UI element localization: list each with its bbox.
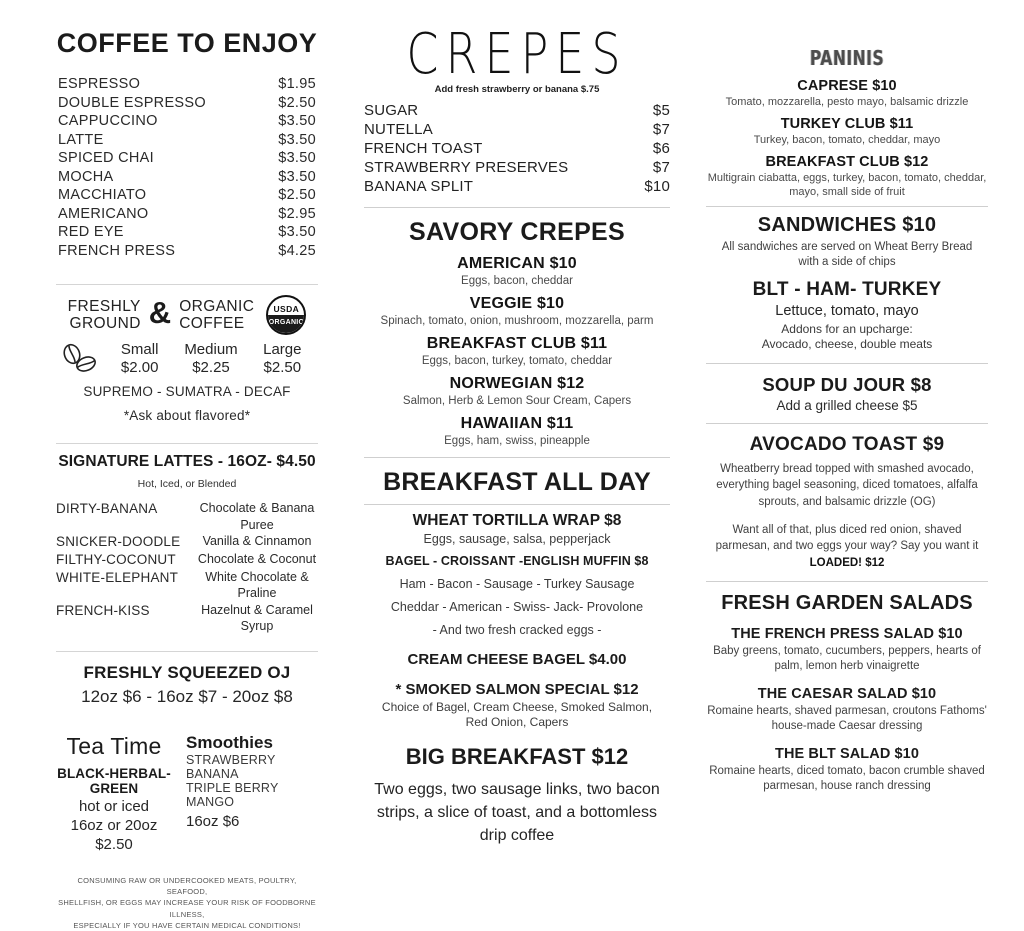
divider: [364, 207, 670, 208]
menu-item: [706, 746, 988, 795]
menu-row: [58, 94, 316, 113]
item-name: NORWEGIAN $12: [449, 374, 585, 392]
item-name: CAPPUCCINO: [58, 113, 158, 130]
menu-item: [706, 686, 988, 735]
item-price: $2.50: [278, 187, 316, 204]
usda-seal-bottom-text: ORGANIC: [268, 315, 304, 333]
size-option: [175, 341, 246, 376]
item-desc: Turkey, bacon, tomato, cheddar, mayo: [753, 134, 941, 147]
item-price: $10: [644, 178, 670, 196]
item-name: MOCHA: [58, 168, 114, 185]
item-desc: White Chocolate & Praline: [205, 569, 309, 601]
item-desc: Romaine hearts, shaved parmesan, croutons Fathoms' house-made Caesar dressing: [707, 704, 987, 733]
menu-row: [56, 569, 318, 602]
tea-time-block: [56, 733, 172, 853]
menu-row: [58, 75, 316, 94]
item-name: CAPRESE $10: [797, 78, 897, 94]
sweet-crepes-list: [364, 101, 670, 197]
soup-title: SOUP DU JOUR $8: [762, 373, 932, 395]
item-price: $5: [652, 101, 670, 119]
breakfast-all-day-title: BREAKFAST ALL DAY: [383, 467, 651, 496]
item-name: ESPRESSO: [58, 76, 141, 92]
sandwich-fixings: Lettuce, tomato, mayo: [775, 302, 919, 319]
item-name: HAWAIIAN $11: [460, 414, 574, 432]
menu-row: [364, 101, 670, 120]
menu-item: [706, 116, 988, 147]
item-desc: Chocolate & Banana Puree: [199, 501, 315, 532]
item-name: DIRTY-BANANA: [56, 501, 158, 517]
ampersand: &: [148, 294, 172, 330]
item-price: $4.25: [278, 242, 316, 259]
size-price: $2.00: [120, 359, 159, 377]
coffee-section-title: COFFEE TO ENJOY: [56, 28, 318, 58]
smoothie-flavor: TRIPLE BERRY: [186, 780, 279, 795]
item-name: TURKEY CLUB $11: [780, 116, 914, 133]
item-name: * SMOKED SALMON SPECIAL $12: [395, 680, 639, 698]
menu-row: [56, 500, 318, 533]
smoked-salmon-special-item: [364, 681, 670, 731]
item-desc: Multigrain ciabatta, eggs, turkey, bacon, tomato, cheddar, mayo, small side of fruit: [707, 172, 987, 199]
item-price: $7: [652, 120, 670, 138]
item-name: THE FRENCH PRESS SALAD $10: [731, 625, 963, 642]
menu-row: [58, 131, 316, 150]
health-disclaimer: [56, 875, 318, 931]
item-price: $2.50: [278, 94, 316, 111]
ground-coffee-section: [56, 284, 318, 425]
menu-row: [364, 139, 670, 158]
column-drinks: [0, 28, 352, 930]
item-name: MACCHIATO: [58, 187, 147, 204]
item-desc-line: Choice of Bagel, Cream Cheese, Smoked Salmon,: [381, 699, 653, 714]
item-name: DOUBLE ESPRESSO: [58, 94, 206, 111]
salads-title: FRESH GARDEN SALADS: [721, 591, 973, 614]
bagel-meat-options: Ham - Bacon - Sausage - Turkey Sausage: [399, 576, 635, 591]
smoothie-flavor: BANANA: [186, 766, 239, 781]
signature-lattes-section: [56, 443, 318, 635]
item-name: WHEAT TORTILLA WRAP $8: [412, 511, 622, 529]
item-price: $7: [652, 159, 670, 177]
item-name: AMERICANO: [58, 205, 149, 222]
sandwiches-subtitle-line: with a side of chips: [798, 256, 896, 269]
item-price: $3.50: [278, 131, 316, 148]
tea-time-title: Tea Time: [66, 732, 162, 759]
sandwich-addons: [706, 322, 988, 353]
signature-lattes-list: [56, 500, 318, 635]
item-name: BREAKFAST CLUB $12: [765, 154, 929, 171]
smoothie-flavor: MANGO: [186, 794, 235, 809]
item-name: BANANA SPLIT: [364, 178, 474, 196]
crepes-subtitle: Add fresh strawberry or banana $.75: [434, 83, 600, 95]
divider: [706, 363, 988, 364]
tea-price: $2.50: [95, 835, 133, 853]
menu-row: [58, 223, 316, 242]
ground-coffee-sizes: [56, 341, 318, 376]
divider: [364, 504, 670, 505]
menu-row: [364, 120, 670, 139]
item-desc: Eggs, sausage, salsa, pepperjack: [423, 531, 611, 546]
menu-row: [58, 112, 316, 131]
item-desc: Spinach, tomato, onion, mushroom, mozzarella, parm: [380, 314, 654, 327]
tea-kinds: BLACK-HERBAL-GREEN: [57, 765, 171, 796]
menu-item: [706, 154, 988, 199]
freshly-ground-label: FRESHLY GROUND: [67, 298, 141, 333]
oj-title: FRESHLY SQUEEZED OJ: [83, 662, 291, 682]
loaded-desc-text: Want all of that, plus diced red onion, shaved parmesan, and two eggs your way? Say you want it: [715, 523, 979, 553]
menu-item: [364, 255, 670, 287]
menu-row: [58, 168, 316, 187]
bagel-eggs-note: - And two fresh cracked eggs -: [432, 622, 602, 637]
paninis-list: [706, 78, 988, 199]
divider: [706, 206, 988, 207]
disclaimer-line: ESPECIALLY IF YOU HAVE CERTAIN MEDICAL CONDITIONS!: [73, 920, 301, 930]
disclaimer-line: CONSUMING RAW OR UNDERCOOKED MEATS, POULTRY, SEAFOOD,: [77, 875, 297, 897]
item-name: FRENCH-KISS: [56, 602, 150, 618]
loaded-upsell-label: LOADED! $12: [809, 556, 885, 569]
size-price: $2.25: [192, 359, 230, 377]
divider: [706, 423, 988, 424]
item-name: LATTE: [58, 131, 104, 148]
oj-sizes: 12oz $6 - 16oz $7 - 20oz $8: [81, 686, 293, 706]
item-desc: Eggs, bacon, turkey, tomato, cheddar: [421, 354, 613, 367]
sandwiches-subtitle: [706, 240, 988, 269]
item-price: $2.95: [278, 205, 316, 222]
menu-item: [706, 626, 988, 675]
paninis-title: PANINIS: [809, 46, 885, 70]
item-price: $3.50: [278, 224, 316, 241]
size-option: [247, 341, 318, 376]
size-label: Large: [263, 341, 302, 359]
menu-row: [56, 551, 318, 569]
menu-item: [364, 335, 670, 367]
item-desc: Vanilla & Cinnamon: [202, 534, 312, 549]
item-price: $3.50: [278, 113, 316, 130]
item-name: SNICKER-DOODLE: [56, 534, 181, 550]
item-desc: Eggs, bacon, cheddar: [461, 274, 573, 287]
smoothie-price: 16oz $6: [186, 812, 240, 830]
size-price: $2.50: [263, 359, 302, 377]
smoothie-flavor: STRAWBERRY: [186, 752, 276, 767]
item-name: NUTELLA: [364, 120, 433, 138]
coffee-varieties: SUPREMO - SUMATRA - DECAF: [83, 383, 291, 399]
avocado-toast-loaded-desc: [706, 522, 988, 571]
item-name: RED EYE: [58, 224, 124, 241]
menu-item: [364, 512, 670, 546]
ground-heading: [56, 295, 318, 335]
avocado-toast-title: AVOCADO TOAST $9: [749, 433, 945, 455]
coffee-beans-icon: [58, 342, 104, 376]
tea-and-smoothies-section: [56, 733, 318, 853]
item-name: BREAKFAST CLUB $11: [426, 334, 608, 352]
item-desc: Eggs, ham, swiss, pineapple: [444, 434, 590, 447]
signature-lattes-subtitle: Hot, Iced, or Blended: [137, 478, 237, 491]
menu-item: [364, 375, 670, 407]
ask-about-flavored-note: *Ask about flavored*: [123, 408, 251, 424]
avocado-toast-desc: Wheatberry bread topped with smashed avocado, everything bagel seasoning, diced tomatoes, alfalfa sprouts, and balsamic drizzle (OG): [716, 462, 978, 508]
cream-cheese-bagel-item: CREAM CHEESE BAGEL $4.00: [407, 650, 627, 668]
item-name: THE CAESAR SALAD $10: [757, 685, 937, 702]
usda-seal-top-text: USDA: [273, 303, 300, 314]
item-desc-line: Red Onion, Capers: [465, 715, 569, 730]
size-price-cells: [104, 341, 318, 376]
item-name: FRENCH TOAST: [364, 140, 483, 158]
sandwich-types: BLT - HAM- TURKEY: [752, 278, 942, 300]
item-name: FRENCH PRESS: [58, 242, 176, 259]
big-breakfast-desc: Two eggs, two sausage links, two bacon strips, a slice of toast, and a bottomless drip coffee: [374, 780, 660, 845]
item-name: WHITE-ELEPHANT: [56, 569, 179, 585]
item-name: STRAWBERRY PRESERVES: [364, 159, 569, 177]
smoothies-block: [186, 733, 318, 853]
divider: [706, 581, 988, 582]
bagel-cheese-options: Cheddar - American - Swiss- Jack- Provolone: [390, 599, 644, 614]
size-label: Medium: [184, 341, 238, 359]
item-desc: Baby greens, tomato, cucumbers, peppers, hearts of palm, lemon herb vinaigrette: [713, 644, 981, 673]
organic-coffee-label: ORGANIC COFFEE: [179, 298, 255, 333]
item-price: $3.50: [278, 168, 316, 185]
crepes-title: CREPES: [406, 20, 628, 87]
column-crepes-breakfast: [352, 20, 682, 845]
soup-addon: Add a grilled cheese $5: [776, 397, 918, 413]
item-name: SUGAR: [364, 101, 419, 119]
size-option: [104, 341, 175, 376]
tea-temperature: hot or iced: [78, 797, 150, 815]
item-name: AMERICAN $10: [457, 254, 577, 272]
item-desc: [364, 700, 670, 731]
menu-row: [58, 186, 316, 205]
coffee-price-list: [58, 75, 316, 260]
item-desc: Chocolate & Coconut: [197, 552, 317, 567]
item-name: THE BLT SALAD $10: [774, 745, 920, 762]
item-name: VEGGIE $10: [469, 294, 565, 312]
disclaimer-line: SHELLFISH, OR EGGS MAY INCREASE YOUR RISK OF FOODBORNE ILLNESS,: [58, 898, 316, 919]
salads-list: [706, 626, 988, 794]
tea-sizes: 16oz or 20oz: [70, 816, 158, 834]
smoothies-title: Smoothies: [186, 732, 273, 752]
signature-lattes-title: SIGNATURE LATTES - 16OZ- $4.50: [58, 453, 316, 471]
size-label: Small: [120, 341, 159, 359]
item-price: $3.50: [278, 150, 316, 167]
savory-crepes-title: SAVORY CREPES: [409, 217, 625, 246]
menu-row: [58, 205, 316, 224]
item-name: FILTHY-COCONUT: [56, 552, 176, 568]
menu-item: [706, 78, 988, 109]
column-paninis-salads: [682, 28, 1024, 791]
menu-row: [56, 602, 318, 635]
big-breakfast-title: BIG BREAKFAST $12: [405, 743, 629, 769]
addon-list: Avocado, cheese, double meats: [761, 337, 933, 352]
item-name: SPICED CHAI: [58, 150, 154, 167]
item-desc: Hazelnut & Caramel Syrup: [201, 602, 313, 634]
menu-row: [58, 149, 316, 168]
menu-row: [58, 242, 316, 261]
menu-item: [364, 295, 670, 327]
menu-row: [56, 533, 318, 551]
menu-item: [364, 415, 670, 447]
sandwiches-title: SANDWICHES $10: [757, 214, 937, 237]
item-desc: Tomato, mozzarella, pesto mayo, balsamic drizzle: [725, 96, 969, 108]
usda-organic-seal-icon: [266, 295, 306, 335]
menu-row: [364, 158, 670, 177]
item-price: $6: [652, 140, 670, 158]
item-desc: Salmon, Herb & Lemon Sour Cream, Capers: [402, 394, 632, 407]
sandwiches-subtitle-line: All sandwiches are served on Wheat Berry Bread: [721, 241, 973, 254]
savory-crepes-list: [364, 255, 670, 447]
bagel-options-heading: BAGEL - CROISSANT -ENGLISH MUFFIN $8: [385, 553, 649, 568]
fresh-oj-section: [56, 651, 318, 707]
addon-heading: Addons for an upcharge:: [781, 321, 913, 336]
menu-row: [364, 177, 670, 196]
item-price: $1.95: [278, 76, 316, 92]
divider: [364, 457, 670, 458]
item-desc: Romaine hearts, diced tomato, bacon crumble shaved parmesan, house ranch dressing: [709, 764, 985, 792]
